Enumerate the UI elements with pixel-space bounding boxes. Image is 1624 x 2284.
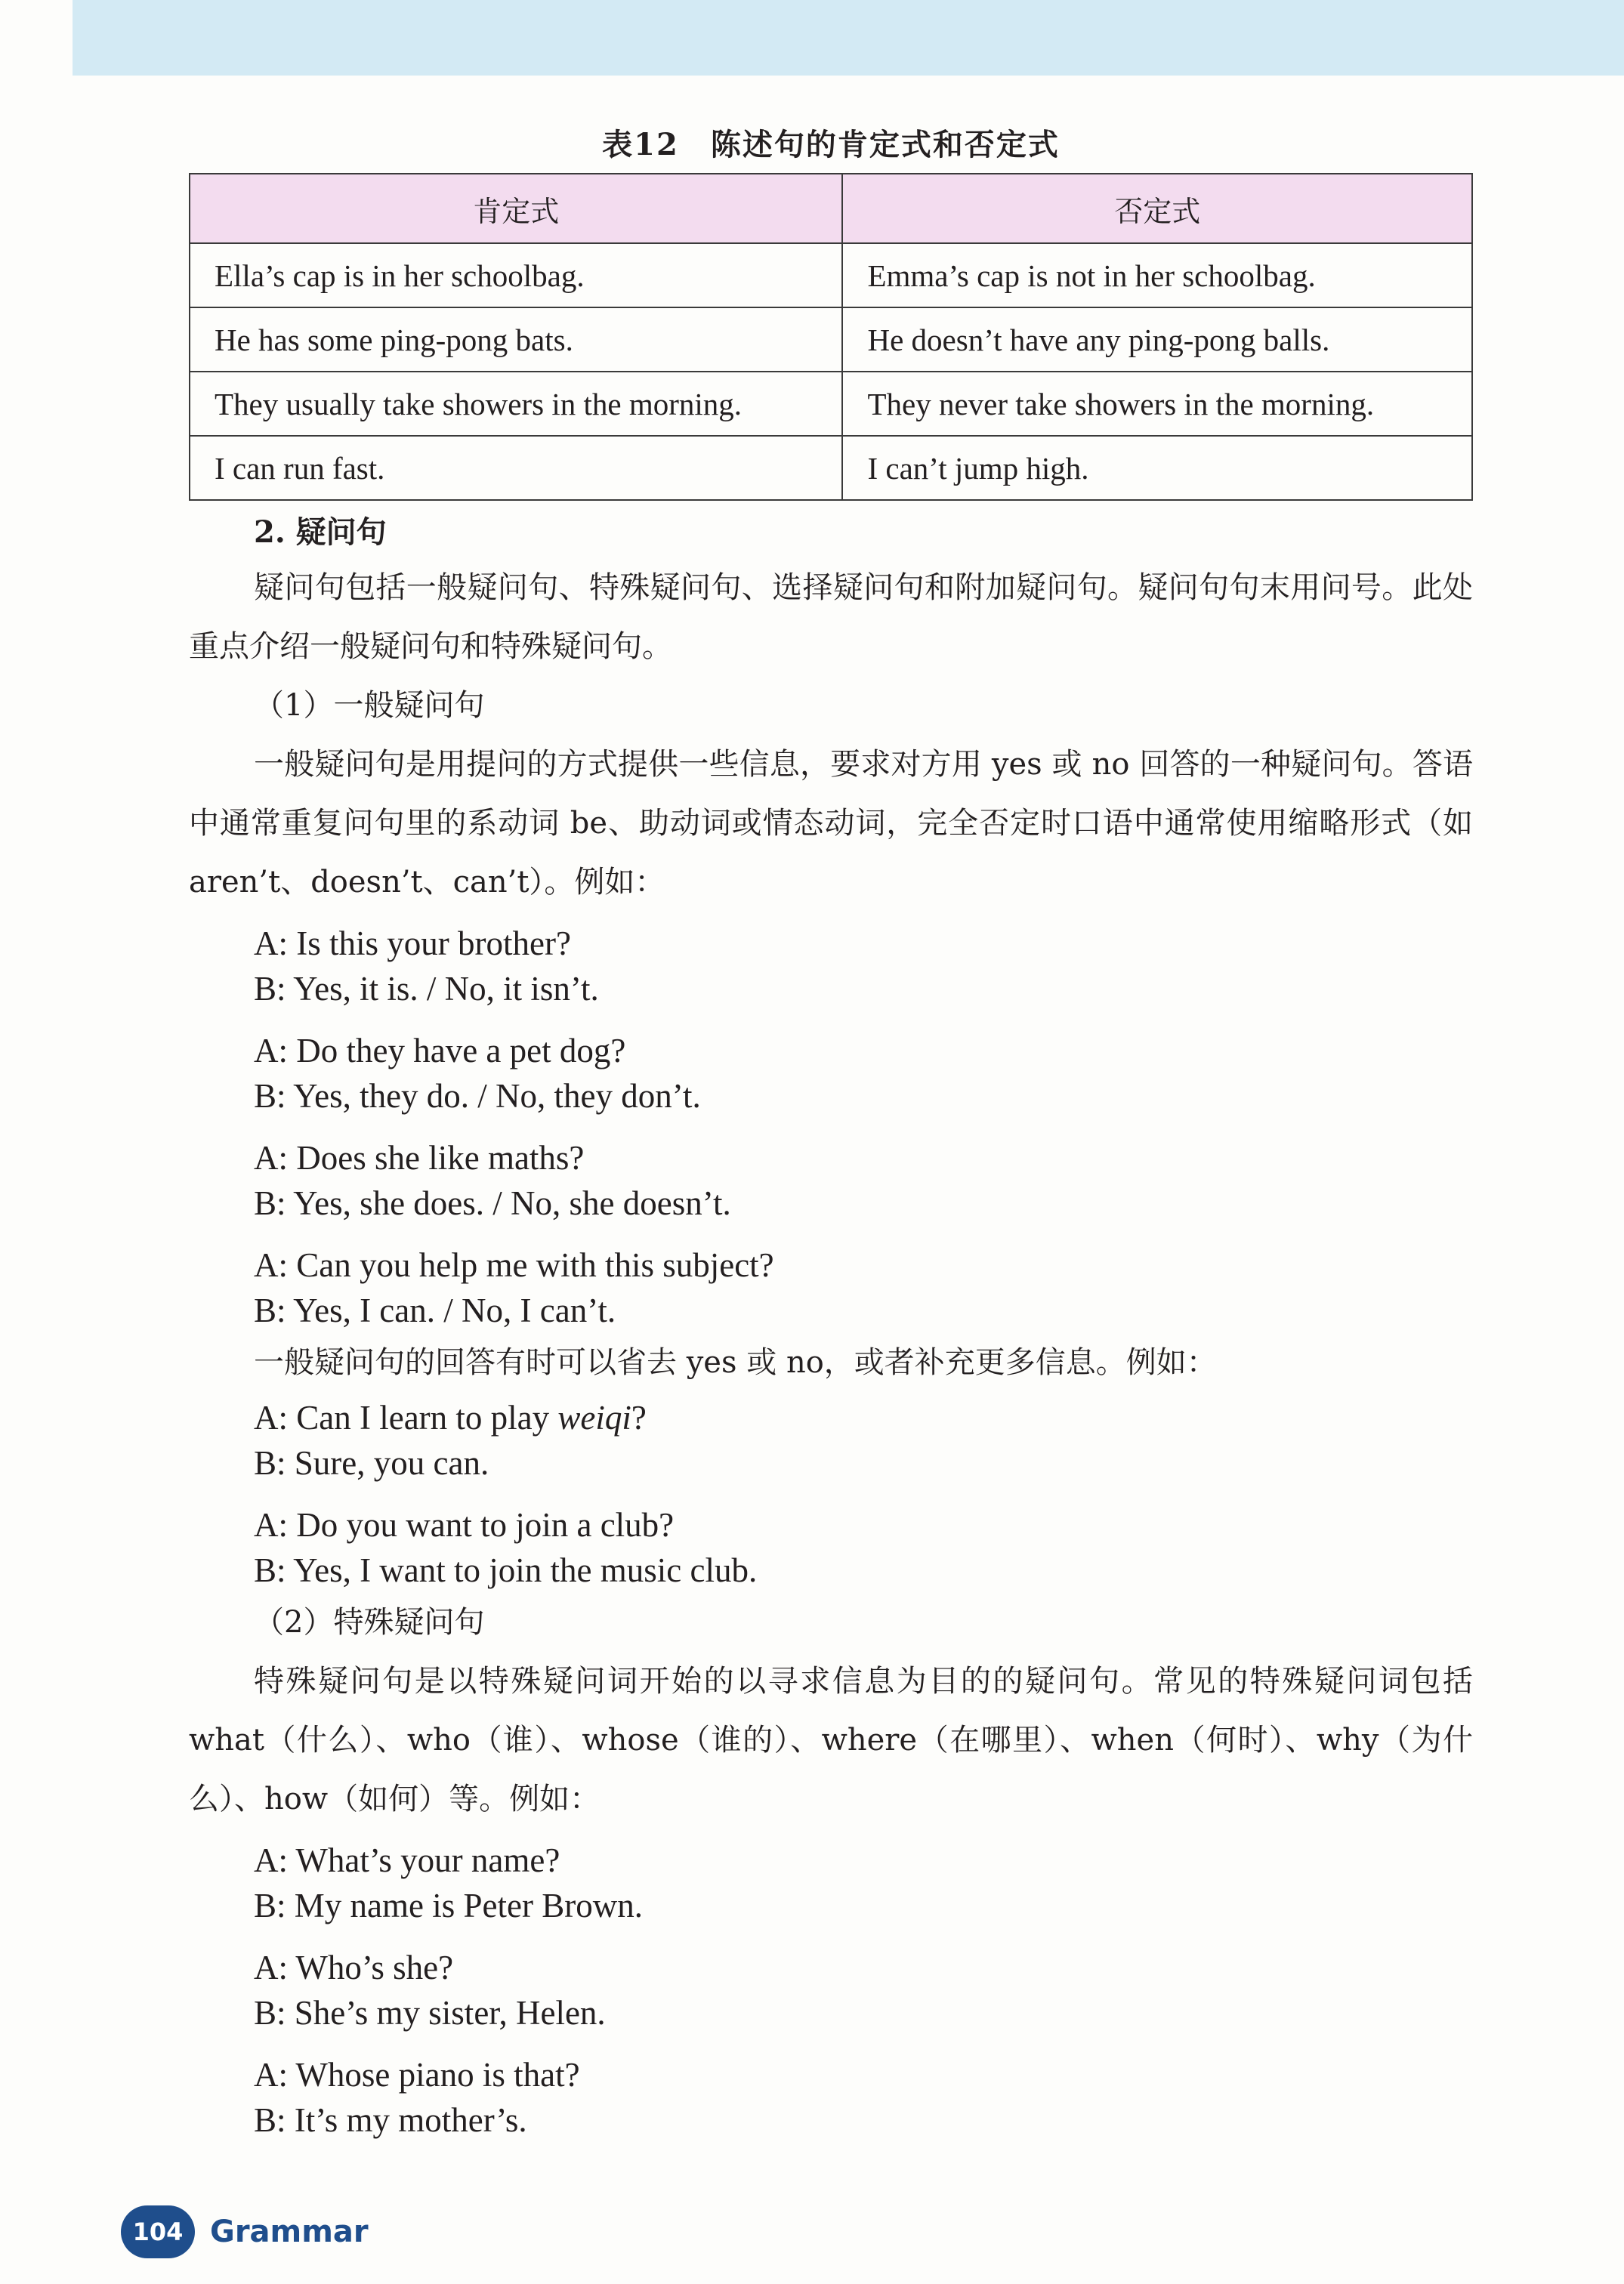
dialog-answer: B: Yes, I can. / No, I can’t. [254,1292,616,1329]
dialog-question: A: Does she like maths? [254,1139,585,1177]
dialog-answer: B: It’s my mother’s. [254,2101,527,2139]
dialog-question: A: Is this your brother? [254,924,571,962]
page-content [189,121,1473,2159]
statement-table [189,173,1473,501]
dialog-answer: B: She’s my sister, Helen. [254,1994,606,2032]
table-header-affirmative: 肯定式 [190,174,842,243]
special-question-heading: （2）特殊疑问句 [254,1605,485,1640]
dialog-question-pre: A: Can I learn to play [254,1399,558,1437]
table-cell: He doesn’t have any ping-pong balls. [842,307,1472,372]
dialog-question [254,1395,1473,1440]
table-row [190,307,1472,372]
dialog-question-post: ? [631,1399,647,1437]
table-header-row [190,174,1472,243]
dialog-pair [254,1395,1473,1486]
table-row [190,243,1472,307]
special-dialog-list [254,1838,1473,2143]
dialog-pair [254,1242,1473,1333]
dialog-pair [254,1028,1473,1119]
dialog-answer: B: My name is Peter Brown. [254,1887,643,1924]
table-cell: Ella’s cap is in her schoolbag. [190,243,842,307]
dialog-pair [254,1945,1473,2036]
dialog-answer: B: Yes, she does. / No, she doesn’t. [254,1184,731,1222]
page-number-badge: 104 [121,2205,195,2258]
dialog-question: A: What’s your name? [254,1841,560,1879]
page-footer [121,2205,369,2258]
table-cell: They usually take showers in the morning. [190,372,842,436]
table-header-negative: 否定式 [842,174,1472,243]
general-dialog-list-2 [254,1395,1473,1593]
table-title: 表12 陈述句的肯定式和否定式 [602,127,1060,162]
section-intro: 疑问句包括一般疑问句、特殊疑问句、选择疑问句和附加疑问句。疑问句句末用问号。此处重点介绍一般疑问句和特殊疑问句。 [189,570,1473,664]
dialog-pair [254,1502,1473,1593]
dialog-pair [254,921,1473,1011]
table-row [190,372,1472,436]
section-heading: 2. 疑问句 [254,514,387,550]
dialog-answer: B: Yes, they do. / No, they don’t. [254,1077,701,1115]
general-question-note: 一般疑问句的回答有时可以省去 yes 或 no，或者补充更多信息。例如： [254,1345,1217,1380]
table-cell: I can’t jump high. [842,436,1472,500]
dialog-question-em: weiqi [557,1399,631,1437]
table-row [190,436,1472,500]
general-question-desc: 一般疑问句是用提问的方式提供一些信息，要求对方用 yes 或 no 回答的一种疑问句。答语中通常重复问句里的系动词 be、助动词或情态动词，完全否定时口语中通常使用缩略形式（如 aren’t、doesn’t、can’t）。例如： [189,747,1473,900]
table-cell: They never take showers in the morning. [842,372,1472,436]
page-header-band [73,0,1624,76]
dialog-question: A: Do you want to join a club? [254,1506,675,1544]
dialog-answer: B: Sure, you can. [254,1444,489,1482]
table-cell: He has some ping-pong bats. [190,307,842,372]
table-cell: I can run fast. [190,436,842,500]
dialog-question: A: Whose piano is that? [254,2056,580,2094]
footer-section-label: Grammar [210,2215,369,2249]
dialog-answer: B: Yes, it is. / No, it isn’t. [254,970,599,1008]
dialog-pair [254,1838,1473,1928]
dialog-question: A: Who’s she? [254,1949,454,1986]
dialog-question: A: Do they have a pet dog? [254,1032,626,1069]
special-question-desc: 特殊疑问句是以特殊疑问词开始的以寻求信息为目的的疑问句。常见的特殊疑问词包括 what（什么）、who（谁）、whose（谁的）、where（在哪里）、when（何时）、why（为什么）、how（如何）等。例如： [189,1664,1473,1816]
dialog-pair [254,2052,1473,2143]
dialog-question: A: Can you help me with this subject? [254,1246,774,1284]
general-dialog-list [254,921,1473,1333]
table-cell: Emma’s cap is not in her schoolbag. [842,243,1472,307]
dialog-answer: B: Yes, I want to join the music club. [254,1551,758,1589]
general-question-heading: （1）一般疑问句 [254,688,485,723]
dialog-pair [254,1135,1473,1226]
